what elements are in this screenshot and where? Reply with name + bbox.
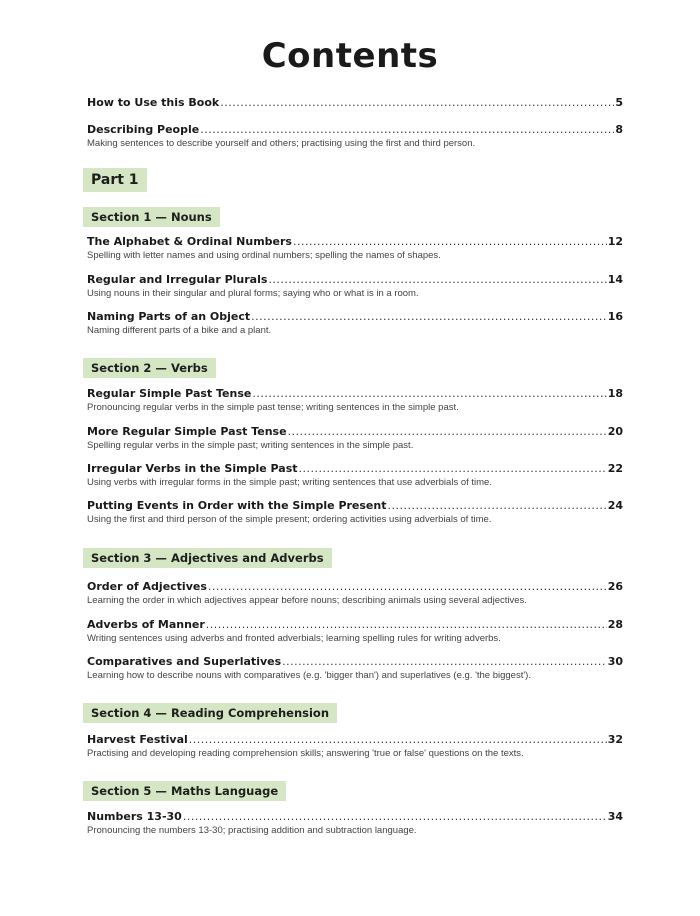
entry-description: Spelling regular verbs in the simple past; writing sentences in the simple past. [87, 440, 414, 451]
page-number: 24 [607, 499, 623, 512]
entry-title: Naming Parts of an Object [87, 310, 251, 323]
toc-entry[interactable] [87, 387, 623, 414]
leader-dots [200, 123, 614, 137]
toc-entry[interactable] [87, 499, 623, 526]
entry-description: Learning the order in which adjectives appear before nouns; describing animals using several adjectives. [87, 595, 527, 606]
leader-dots [208, 580, 607, 594]
leader-dots [183, 810, 607, 824]
toc-entry[interactable] [87, 273, 623, 300]
entry-title: Regular and Irregular Plurals [87, 273, 268, 286]
toc-entry[interactable] [87, 235, 623, 262]
entry-description: Using verbs with irregular forms in the simple past; writing sentences that use adverbials of time. [87, 477, 492, 488]
section-heading: Section 5 — Maths Language [83, 781, 286, 801]
entry-title: Adverbs of Manner [87, 618, 205, 631]
leader-dots [220, 96, 614, 110]
leader-dots [293, 235, 607, 249]
entry-title: Order of Adjectives [87, 580, 207, 593]
toc-entry[interactable] [87, 580, 623, 607]
section-heading: Section 3 — Adjectives and Adverbs [83, 548, 332, 568]
page-number: 30 [607, 655, 623, 668]
entry-description: Using the first and third person of the simple present; ordering activities using adverbials of time. [87, 514, 492, 525]
toc-entry[interactable] [87, 310, 623, 337]
page-number: 5 [615, 96, 623, 109]
entry-description: Spelling with letter names and using ordinal numbers; spelling the names of shapes. [87, 250, 441, 261]
page-number: 14 [607, 273, 623, 286]
page-number: 34 [607, 810, 623, 823]
page-title: Contents [261, 36, 439, 76]
toc-entry[interactable] [87, 810, 623, 837]
toc-entry[interactable] [87, 425, 623, 452]
entry-description: Writing sentences using adverbs and fronted adverbials; learning spelling rules for writing adverbs. [87, 633, 501, 644]
page-number: 32 [607, 733, 623, 746]
leader-dots [388, 499, 607, 513]
entry-title: How to Use this Book [87, 96, 220, 109]
entry-description: Naming different parts of a bike and a plant. [87, 325, 272, 336]
section-heading: Section 4 — Reading Comprehension [83, 703, 337, 723]
section-heading: Section 1 — Nouns [83, 207, 220, 227]
leader-dots [251, 310, 607, 324]
leader-dots [268, 273, 606, 287]
entry-description: Making sentences to describe yourself and others; practising using the first and third person. [87, 138, 476, 149]
page-number: 26 [607, 580, 623, 593]
toc-entry[interactable] [87, 655, 623, 682]
page-number: 20 [607, 425, 623, 438]
page-number: 16 [607, 310, 623, 323]
toc-entry[interactable] [87, 462, 623, 489]
entry-description: Pronouncing regular verbs in the simple past tense; writing sentences in the simple past. [87, 402, 459, 413]
toc-entry[interactable] [87, 733, 623, 760]
part-heading: Part 1 [83, 168, 147, 192]
entry-title: Irregular Verbs in the Simple Past [87, 462, 298, 475]
entry-title: Describing People [87, 123, 200, 136]
page-number: 12 [607, 235, 623, 248]
entry-title: Regular Simple Past Tense [87, 387, 252, 400]
toc-entry[interactable] [87, 96, 623, 110]
entry-title: More Regular Simple Past Tense [87, 425, 287, 438]
entry-title: The Alphabet & Ordinal Numbers [87, 235, 292, 248]
leader-dots [288, 425, 607, 439]
page-number: 18 [607, 387, 623, 400]
leader-dots [299, 462, 607, 476]
entry-title: Numbers 13-30 [87, 810, 182, 823]
leader-dots [189, 733, 607, 747]
section-heading: Section 2 — Verbs [83, 358, 216, 378]
page-number: 8 [615, 123, 623, 136]
toc-entry[interactable] [87, 123, 623, 150]
page-number: 28 [607, 618, 623, 631]
toc-entry[interactable] [87, 618, 623, 645]
entry-description: Practising and developing reading comprehension skills; answering 'true or false' questions on the texts. [87, 748, 524, 759]
entry-description: Learning how to describe nouns with comparatives (e.g. 'bigger than') and superlatives (e.g. 'the biggest'). [87, 670, 531, 681]
leader-dots [206, 618, 607, 632]
leader-dots [282, 655, 607, 669]
entry-title: Putting Events in Order with the Simple Present [87, 499, 387, 512]
entry-title: Comparatives and Superlatives [87, 655, 282, 668]
entry-description: Pronouncing the numbers 13-30; practising addition and subtraction language. [87, 825, 417, 836]
page-number: 22 [607, 462, 623, 475]
leader-dots [252, 387, 606, 401]
entry-title: Harvest Festival [87, 733, 188, 746]
entry-description: Using nouns in their singular and plural forms; saying who or what is in a room. [87, 288, 419, 299]
